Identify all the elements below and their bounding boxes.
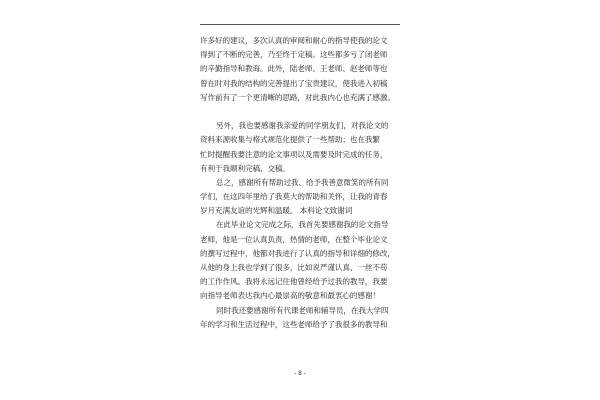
- header-rule: [200, 24, 400, 25]
- paragraph-gap: [200, 105, 400, 119]
- text-line: 写作前有了一个更清晰的思路，对此我内心也充满了感激。: [200, 92, 395, 102]
- text-line: 在此毕业论文完成之际，我首先要感谢我的论文指导: [216, 220, 389, 230]
- text-line: 忙时提醒我要注意的论文事项以及需要及时完成的任务，: [200, 149, 388, 159]
- text-line: 向指导老师表达我内心最崇高的敬意和最衷心的感谢！: [200, 291, 380, 301]
- text-line: 总之，感谢所有帮助过我、给予我善意微笑的所有同: [216, 177, 389, 187]
- text-line: 老师，他是一位认真负责，热情的老师，在整个毕业论文: [200, 234, 388, 244]
- text-line: 有利于我顺利完稿、交稿。: [200, 163, 290, 173]
- text-line: 得到了不断的完善，乃至终于定稿。这些都多亏了闭老师: [200, 50, 388, 60]
- text-line: 的工作作风。我将永远记住他曾经给予过我的教导，我要: [200, 277, 388, 287]
- text-line: 曾在时对我的结构的完善提出了宝贵建议，使我进入初稿: [200, 78, 388, 88]
- text-line: 从他的身上我也学到了很多，比如说严谨认真、一丝不苟: [200, 263, 388, 272]
- text-line: 学们，在这四年里给了我莫大的帮助和关怀，让我的青春: [200, 192, 388, 202]
- text-line: 资料来源收集与格式规范化提供了一些帮助；也在我繁: [200, 135, 380, 145]
- text-line: 另外，我也要感谢我亲爱的同学朋友们，对我论文的: [216, 121, 389, 131]
- text-line: 同时我还要感谢所有代课老师和辅导员，在我大学四: [216, 305, 389, 315]
- text-line: 的辛勤指导和教诲。此外，陆老师、王老师、赵老师等也: [200, 64, 388, 74]
- text-line: 的撰写过程中，他都对我进行了认真的指导和详细的修改，: [200, 248, 395, 258]
- page-number: - 8 -: [294, 370, 306, 377]
- text-line: 年的学习和生活过程中，这些老师给予了我很多的教导和: [200, 319, 388, 329]
- text-line: 许多好的建议，多次认真的审阅和耐心的指导使我的论文: [200, 36, 388, 45]
- text-line: 岁月充满友谊的光辉和温暖。 本科论文致谢词: [200, 206, 353, 216]
- body-text: [200, 34, 400, 332]
